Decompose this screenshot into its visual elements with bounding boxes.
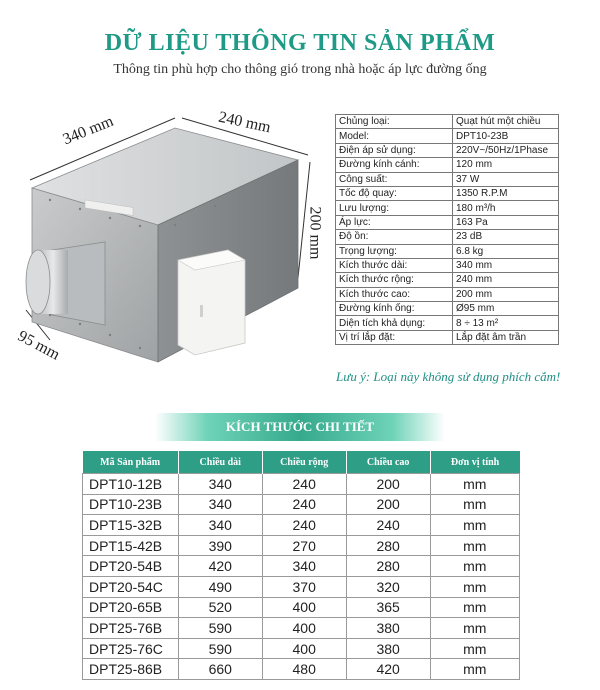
dimension-cell: 420 bbox=[178, 556, 262, 577]
dimension-cell: 480 bbox=[262, 659, 346, 680]
spec-label: Diện tích khả dụng: bbox=[336, 316, 453, 330]
dimension-cell: 370 bbox=[262, 576, 346, 597]
dimension-cell: 490 bbox=[178, 576, 262, 597]
dimension-cell: mm bbox=[430, 618, 519, 639]
warning-note: Lưu ý: Loại này không sử dụng phích cắm! bbox=[336, 369, 561, 384]
dims-header-cell: Chiều dài bbox=[178, 451, 262, 474]
dim-duct-label: 95 mm bbox=[14, 327, 63, 364]
dims-header-cell: Chiều cao bbox=[346, 451, 430, 474]
spec-label: Kích thước rộng: bbox=[336, 273, 453, 287]
dimension-cell: mm bbox=[430, 576, 519, 597]
model-code-cell: DPT20-54C bbox=[83, 576, 179, 597]
dimension-cell: 340 bbox=[178, 515, 262, 536]
dimension-cell: 280 bbox=[346, 556, 430, 577]
spec-value: 240 mm bbox=[453, 273, 559, 287]
table-row bbox=[83, 515, 520, 536]
dimension-cell: 270 bbox=[262, 535, 346, 556]
spec-label: Kích thước dài: bbox=[336, 258, 453, 272]
model-code-cell: DPT10-23B bbox=[83, 494, 179, 515]
fan-box-drawing bbox=[10, 100, 325, 380]
spec-label: Đường kính cánh: bbox=[336, 158, 453, 172]
spec-label: Lưu lượng: bbox=[336, 201, 453, 215]
dimension-cell: 390 bbox=[178, 535, 262, 556]
spec-row bbox=[336, 316, 559, 330]
dimensions-table bbox=[82, 451, 520, 680]
spec-row bbox=[336, 129, 559, 143]
spec-label: Điện áp sử dụng: bbox=[336, 143, 453, 157]
spec-value: DPT10-23B bbox=[453, 129, 559, 143]
table-row bbox=[83, 535, 520, 556]
spec-value: Lắp đặt âm trần bbox=[453, 330, 559, 344]
spec-row bbox=[336, 330, 559, 344]
spec-row bbox=[336, 172, 559, 186]
spec-label: Tốc độ quay: bbox=[336, 186, 453, 200]
dim-width-label: 240 mm bbox=[216, 108, 273, 137]
spec-row bbox=[336, 115, 559, 129]
dimension-cell: mm bbox=[430, 556, 519, 577]
dimension-cell: 400 bbox=[262, 618, 346, 639]
dimension-cell: 400 bbox=[262, 638, 346, 659]
table-row bbox=[83, 576, 520, 597]
dimension-cell: mm bbox=[430, 659, 519, 680]
dimension-cell: 520 bbox=[178, 597, 262, 618]
dimension-cell: 340 bbox=[178, 474, 262, 495]
table-row bbox=[83, 597, 520, 618]
spec-row bbox=[336, 302, 559, 316]
page-title: DỮ LIỆU THÔNG TIN SẢN PHẨM bbox=[104, 30, 496, 56]
spec-value: 23 dB bbox=[453, 230, 559, 244]
dimension-cell: 340 bbox=[262, 556, 346, 577]
table-row bbox=[83, 659, 520, 680]
spec-label: Trọng lượng: bbox=[336, 244, 453, 258]
table-row bbox=[83, 618, 520, 639]
spec-row bbox=[336, 201, 559, 215]
spec-value: 1350 R.P.M bbox=[453, 186, 559, 200]
dimension-cell: mm bbox=[430, 494, 519, 515]
dimension-cell: 320 bbox=[346, 576, 430, 597]
dim-length-label: 340 mm bbox=[60, 112, 116, 149]
spec-row bbox=[336, 186, 559, 200]
dimension-cell: 240 bbox=[346, 515, 430, 536]
dimension-cell: 240 bbox=[262, 515, 346, 536]
spec-value: 200 mm bbox=[453, 287, 559, 301]
spec-row bbox=[336, 273, 559, 287]
spec-label: Vị trí lắp đặt: bbox=[336, 330, 453, 344]
spec-label: Công suất: bbox=[336, 172, 453, 186]
spec-value: 6.8 kg bbox=[453, 244, 559, 258]
spec-label: Model: bbox=[336, 129, 453, 143]
table-row bbox=[83, 638, 520, 659]
spec-label: Áp lực: bbox=[336, 215, 453, 229]
dim-height-label: 200 mm bbox=[306, 206, 324, 260]
dims-header-cell: Đơn vị tính bbox=[430, 451, 519, 474]
spec-row bbox=[336, 258, 559, 272]
spec-row bbox=[336, 287, 559, 301]
model-code-cell: DPT25-76C bbox=[83, 638, 179, 659]
spec-value: Ø95 mm bbox=[453, 302, 559, 316]
dimension-cell: mm bbox=[430, 474, 519, 495]
spec-row bbox=[336, 158, 559, 172]
spec-label: Chủng loại: bbox=[336, 115, 453, 129]
spec-row bbox=[336, 215, 559, 229]
dimension-cell: 240 bbox=[262, 474, 346, 495]
dimension-cell: 200 bbox=[346, 494, 430, 515]
spec-value: 340 mm bbox=[453, 258, 559, 272]
table-row bbox=[83, 556, 520, 577]
spec-table bbox=[335, 114, 559, 345]
model-code-cell: DPT25-76B bbox=[83, 618, 179, 639]
spec-value: 180 m³/h bbox=[453, 201, 559, 215]
dimension-cell: 380 bbox=[346, 618, 430, 639]
spec-value: 120 mm bbox=[453, 158, 559, 172]
model-code-cell: DPT25-86B bbox=[83, 659, 179, 680]
dimension-cell: 420 bbox=[346, 659, 430, 680]
dimension-cell: 280 bbox=[346, 535, 430, 556]
model-code-cell: DPT15-42B bbox=[83, 535, 179, 556]
dims-header-cell: Mã Sản phẩm bbox=[83, 451, 179, 474]
spec-value: 220V~/50Hz/1Phase bbox=[453, 143, 559, 157]
dimension-cell: mm bbox=[430, 515, 519, 536]
dimension-cell: mm bbox=[430, 535, 519, 556]
spec-value: 163 Pa bbox=[453, 215, 559, 229]
dimension-cell: 660 bbox=[178, 659, 262, 680]
product-illustration bbox=[10, 100, 325, 380]
spec-label: Độ ồn: bbox=[336, 230, 453, 244]
spec-value: Quạt hút một chiều bbox=[453, 115, 559, 129]
dimension-cell: 590 bbox=[178, 618, 262, 639]
model-code-cell: DPT20-54B bbox=[83, 556, 179, 577]
model-code-cell: DPT10-12B bbox=[83, 474, 179, 495]
dimension-cell: 380 bbox=[346, 638, 430, 659]
dimension-cell: 240 bbox=[262, 494, 346, 515]
table-row bbox=[83, 474, 520, 495]
spec-value: 37 W bbox=[453, 172, 559, 186]
spec-label: Kích thước cao: bbox=[336, 287, 453, 301]
dimension-cell: 400 bbox=[262, 597, 346, 618]
dimension-cell: mm bbox=[430, 597, 519, 618]
spec-row bbox=[336, 230, 559, 244]
table-row bbox=[83, 494, 520, 515]
model-code-cell: DPT15-32B bbox=[83, 515, 179, 536]
spec-label: Đường kính ống: bbox=[336, 302, 453, 316]
spec-row bbox=[336, 143, 559, 157]
section-banner: KÍCH THƯỚC CHI TIẾT bbox=[155, 413, 445, 441]
dimension-cell: 340 bbox=[178, 494, 262, 515]
spec-value: 8 ÷ 13 m² bbox=[453, 316, 559, 330]
spec-row bbox=[336, 244, 559, 258]
dims-header-cell: Chiều rộng bbox=[262, 451, 346, 474]
dimension-cell: 365 bbox=[346, 597, 430, 618]
model-code-cell: DPT20-65B bbox=[83, 597, 179, 618]
dimension-cell: 590 bbox=[178, 638, 262, 659]
dimension-cell: mm bbox=[430, 638, 519, 659]
dimension-cell: 200 bbox=[346, 474, 430, 495]
page-subtitle: Thông tin phù hợp cho thông gió trong nhà hoặc áp lực đường ống bbox=[113, 62, 487, 77]
